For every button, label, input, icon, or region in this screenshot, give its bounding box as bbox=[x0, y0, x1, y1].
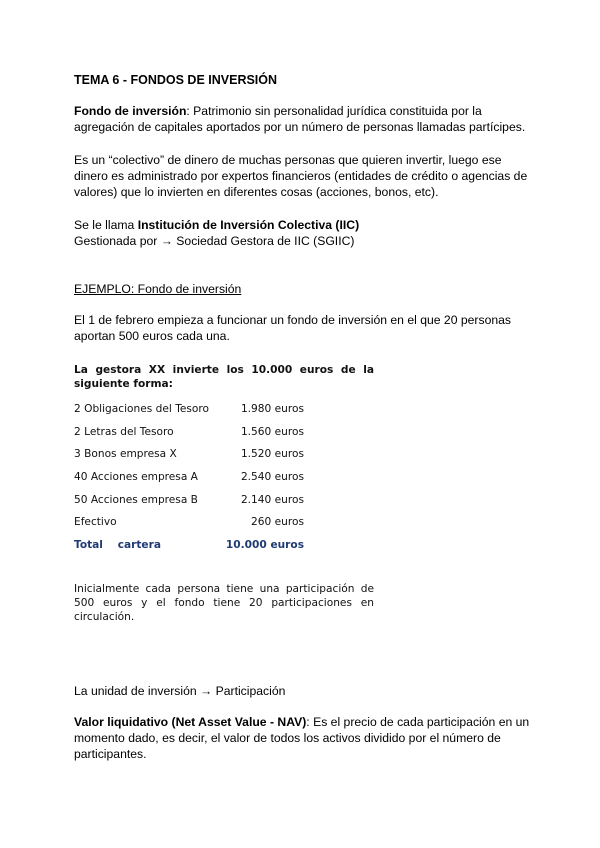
portfolio-label: 2 Letras del Tesoro bbox=[74, 425, 174, 438]
portfolio-total-label: Total cartera bbox=[74, 538, 161, 551]
definition-term: Fondo de inversión bbox=[74, 104, 187, 118]
portfolio-label: 50 Acciones empresa B bbox=[74, 493, 198, 506]
definition-paragraph bbox=[74, 103, 534, 135]
portfolio-row bbox=[74, 398, 314, 421]
portfolio-row bbox=[74, 466, 314, 489]
portfolio-amount: 2.540 euros bbox=[240, 471, 304, 484]
portfolio-table bbox=[74, 398, 314, 556]
portfolio-label: Efectivo bbox=[74, 516, 117, 529]
portfolio-label: 2 Obligaciones del Tesoro bbox=[74, 403, 209, 416]
unit-line: La unidad de inversión → Participación bbox=[74, 684, 286, 698]
page-title: TEMA 6 - FONDOS DE INVERSIÓN bbox=[74, 73, 278, 87]
portfolio-row bbox=[74, 421, 314, 444]
iic-line bbox=[74, 217, 534, 233]
iic-paragraph bbox=[74, 217, 534, 249]
definition-text: : Patrimonio sin personalidad jurídica constituida por la agregación de capitales aportados por un número de personas llamadas partícipes. bbox=[74, 104, 526, 134]
portfolio-total-amount: 10.000 euros bbox=[225, 538, 304, 551]
nav-paragraph bbox=[74, 714, 534, 762]
portfolio-amount: 260 euros bbox=[251, 516, 304, 529]
portfolio-amount: 1.980 euros bbox=[240, 403, 304, 416]
portfolio-total-row bbox=[74, 534, 314, 557]
breakdown-intro: La gestora XX invierte los 10.000 euros de la siguiente forma: bbox=[74, 364, 374, 390]
portfolio-label: 40 Acciones empresa A bbox=[74, 471, 198, 484]
nav-term: Valor liquidativo (Net Asset Value - NAV) bbox=[74, 715, 307, 729]
portfolio-amount: 2.140 euros bbox=[240, 493, 304, 506]
example-paragraph: El 1 de febrero empieza a funcionar un fondo de inversión en el que 20 personas aportan 500 euros cada una. bbox=[74, 313, 512, 343]
investment-breakdown-image bbox=[74, 363, 374, 556]
portfolio-row bbox=[74, 488, 314, 511]
portfolio-row bbox=[74, 511, 314, 534]
portfolio-label: 3 Bonos empresa X bbox=[74, 448, 177, 461]
portfolio-amount: 1.560 euros bbox=[240, 425, 304, 438]
collective-paragraph: Es un “colectivo” de dinero de muchas personas que quieren invertir, luego ese dinero es administrado por expertos financieros (entidades de crédito o agencias de valores) que lo invierten en diferentes cosas (acciones, bonos, etc). bbox=[74, 153, 528, 199]
portfolio-amount: 1.520 euros bbox=[240, 448, 304, 461]
participation-note: Inicialmente cada persona tiene una participación de 500 euros y el fondo tiene 20 participaciones en circulación. bbox=[74, 583, 374, 623]
iic-managed-by: Gestionada por → Sociedad Gestora de IIC (SGIIC) bbox=[74, 234, 355, 248]
iic-prefix: Se le llama bbox=[74, 218, 138, 232]
iic-name: Institución de Inversión Colectiva (IIC) bbox=[137, 218, 360, 232]
example-heading: EJEMPLO: Fondo de inversión bbox=[74, 282, 242, 296]
nav-text: : Es el precio de cada participación en un momento dado, es decir, el valor de todos los activos dividido por el número de participantes. bbox=[74, 715, 530, 761]
portfolio-row bbox=[74, 443, 314, 466]
